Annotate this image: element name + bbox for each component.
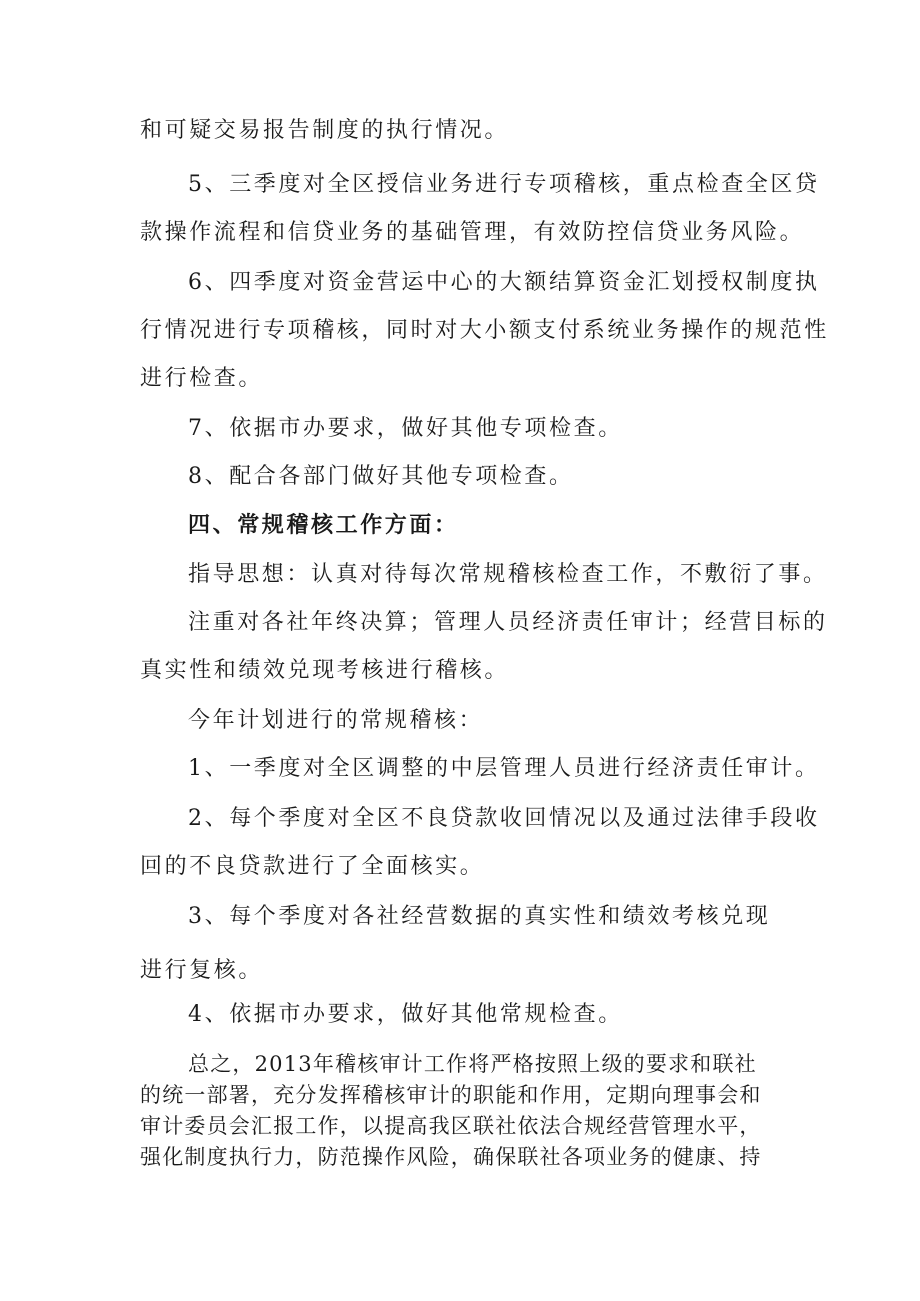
text-line: 进行复核。 <box>140 958 264 983</box>
list-item-2: 2、每个季度对全区不良贷款收回情况以及通过法律手段收 <box>188 806 820 831</box>
text-line: 真实性和绩效兑现考核进行稽核。 <box>140 658 510 683</box>
summary-line: 审计委员会汇报工作，以提高我区联社依法合规经营管理水平， <box>140 1114 762 1138</box>
list-item-8: 8、配合各部门做好其他专项检查。 <box>188 464 574 489</box>
list-item-1: 1、一季度对全区调整的中层管理人员进行经济责任审计。 <box>188 756 820 781</box>
section-heading: 四、常规稽核工作方面： <box>188 512 459 538</box>
list-item-3: 3、每个季度对各社经营数据的真实性和绩效考核兑现 <box>188 904 771 929</box>
list-item-4: 4、依据市办要求，做好其他常规检查。 <box>188 1002 623 1027</box>
list-item-6: 6、四季度对资金营运中心的大额结算资金汇划授权制度执 <box>188 270 820 295</box>
summary-line: 强化制度执行力，防范操作风险，确保联社各项业务的健康、持 <box>140 1145 762 1169</box>
summary-line: 总之，2013年稽核审计工作将严格按照上级的要求和联社 <box>188 1052 757 1076</box>
list-item-7: 7、依据市办要求，做好其他专项检查。 <box>188 416 623 441</box>
text-line: 款操作流程和信贷业务的基础管理，有效防控信贷业务风险。 <box>140 220 805 245</box>
plan-intro: 今年计划进行的常规稽核： <box>188 708 484 733</box>
text-line: 回的不良贷款进行了全面核实。 <box>140 854 485 879</box>
text-line: 行情况进行专项稽核，同时对大小额支付系统业务操作的规范性 <box>140 318 829 343</box>
list-item-5: 5、三季度对全区授信业务进行专项稽核，重点检查全区贷 <box>188 172 820 197</box>
guiding-idea: 指导思想：认真对待每次常规稽核检查工作，不敷衍了事。 <box>188 562 828 587</box>
text-line: 进行检查。 <box>140 366 264 391</box>
text-line: 和可疑交易报告制度的执行情况。 <box>140 118 510 143</box>
summary-line: 的统一部署，充分发挥稽核审计的职能和作用，定期向理事会和 <box>140 1083 762 1107</box>
text-line: 注重对各社年终决算；管理人员经济责任审计；经营目标的 <box>188 610 828 635</box>
